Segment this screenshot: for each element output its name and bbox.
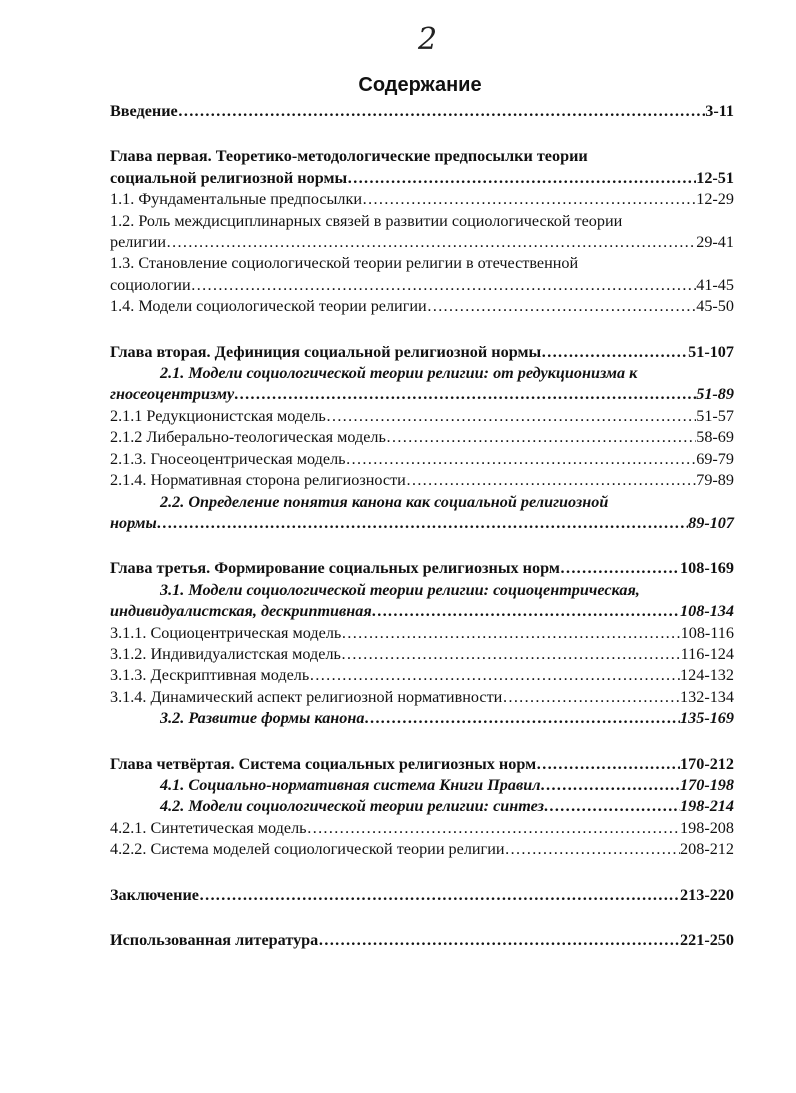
toc-entry-pages: 51-57 [696, 406, 734, 425]
dot-leader [386, 427, 696, 448]
toc-entry-title: нормы [110, 513, 157, 532]
dot-leader [341, 623, 680, 644]
dot-leader [505, 839, 681, 860]
toc-entry-pages: 198-208 [680, 818, 734, 837]
toc-entry-title: 4.2. Модели социологической теории религии: синтез [160, 797, 544, 816]
toc-entry-title: 3.1.1. Социоцентрическая модель [110, 623, 342, 642]
dot-leader [372, 601, 680, 622]
toc-entry [110, 885, 734, 906]
toc-entry-title-line: 3.1. Модели социологической теории религии: социоцентрическая, [160, 580, 640, 599]
toc-entry-title: религии [110, 233, 166, 252]
toc-entry [110, 708, 734, 729]
toc-entry-pages: 135-169 [680, 709, 734, 728]
toc-entry-title: 1.4. Модели социологической теории религии [110, 297, 427, 316]
dot-leader [536, 754, 680, 775]
toc-entry-pages: 213-220 [680, 885, 734, 904]
toc-entry [110, 775, 734, 796]
toc-entry-pages: 116-124 [680, 644, 734, 663]
toc-entry-title: 2.1.4. Нормативная сторона религиозности [110, 471, 406, 490]
toc-entry [110, 558, 734, 579]
dot-leader [502, 687, 680, 708]
dot-leader [560, 558, 680, 579]
toc-entry [110, 839, 734, 860]
section-gap [110, 861, 734, 885]
dot-leader [318, 930, 680, 951]
dot-leader [362, 189, 696, 210]
toc-entry-title: Глава вторая. Дефиниция социальной религиозной нормы [110, 342, 542, 361]
toc-entry-pages: 29-41 [696, 233, 734, 252]
toc-entry [110, 211, 734, 254]
toc-entry-pages: 45-50 [696, 297, 734, 316]
toc-entry [110, 665, 734, 686]
toc-entry-pages: 198-214 [680, 797, 734, 816]
toc-entry-pages: 58-69 [696, 428, 734, 447]
toc-entry-title: Введение [110, 102, 178, 120]
toc-entry-pages: 89-107 [688, 513, 734, 532]
toc-entry [110, 253, 734, 296]
toc-entry [110, 427, 734, 448]
toc-entry [110, 363, 734, 406]
toc-entry [110, 406, 734, 427]
toc-entry-pages: 51-107 [688, 342, 734, 361]
toc-entry-pages: 3-11 [705, 102, 734, 120]
toc-entry [110, 580, 734, 623]
toc-entry [110, 470, 734, 491]
toc-entry-pages: 41-45 [696, 275, 734, 294]
toc-entry [110, 754, 734, 775]
toc-entry [110, 342, 734, 363]
toc-entry-title: гносеоцентризму [110, 385, 235, 404]
toc-entry-title-line: 2.1. Модели социологической теории религии: от редукционизма к [160, 364, 638, 383]
dot-leader [347, 168, 696, 189]
toc-entry-title: 2.1.3. Гносеоцентрическая модель [110, 449, 346, 468]
toc-entry [110, 296, 734, 317]
toc-entry [110, 146, 734, 189]
dot-leader [541, 342, 688, 363]
toc-entry-title: 3.1.2. Индивидуалистская модель [110, 644, 341, 663]
toc-entry-title: Использованная литература [110, 931, 319, 949]
page-title: Содержание [358, 74, 482, 96]
toc-entry-title: 3.1.3. Дескриптивная модель [110, 666, 310, 685]
toc-entry-title-line: Глава первая. Теоретико-методологические предпосылки теории [110, 147, 588, 166]
toc-entry-title: 3.1.4. Динамический аспект религиозной нормативности [110, 687, 503, 706]
dot-leader [191, 275, 697, 296]
toc-entry-title: социальной религиозной нормы [110, 168, 348, 187]
dot-leader [346, 449, 697, 470]
toc-entry-pages: 12-51 [696, 168, 734, 187]
dot-leader [307, 818, 680, 839]
toc-entry-pages: 12-29 [696, 190, 734, 209]
toc-entry-title: 4.2.2. Система моделей социологической теории религии [110, 840, 505, 859]
toc-entry [110, 687, 734, 708]
toc-entry [110, 101, 734, 122]
toc-entry-title: 2.1.1 Редукционистская модель [110, 406, 326, 425]
dot-leader [427, 296, 697, 317]
dot-leader [309, 665, 680, 686]
toc-entry-pages: 108-134 [680, 602, 734, 621]
dot-leader [166, 232, 696, 253]
dot-leader [541, 775, 681, 796]
dot-leader [341, 644, 681, 665]
toc-entry-pages: 221-250 [680, 931, 734, 949]
dot-leader [234, 384, 696, 405]
toc-entry-pages: 69-79 [696, 449, 734, 468]
toc-entry-pages: 170-212 [680, 754, 734, 773]
toc-entry [110, 623, 734, 644]
toc-entry [110, 189, 734, 210]
section-gap [110, 318, 734, 342]
dot-leader [364, 708, 680, 729]
dot-leader [544, 796, 680, 817]
toc-entry [110, 492, 734, 535]
toc-entry-title-line: 1.2. Роль междисциплинарных связей в развитии социологической теории [110, 211, 623, 230]
toc-entry-title: 2.1.2 Либерально-теологическая модель [110, 428, 386, 447]
toc-entry-title-line: 2.2. Определение понятия канона как социальной религиозной [160, 492, 609, 511]
toc-entry-pages: 51-89 [696, 385, 734, 404]
toc-entry-title: Заключение [110, 885, 199, 904]
toc-entry-pages: 132-134 [680, 687, 734, 706]
toc-entry [110, 644, 734, 665]
toc-entry-title: 3.2. Развитие формы канона [160, 709, 365, 728]
toc-entry [110, 449, 734, 470]
dot-leader [178, 101, 705, 122]
toc-entry-pages: 170-198 [680, 775, 734, 794]
section-gap [110, 730, 734, 754]
toc-entry-title: 4.2.1. Синтетическая модель [110, 818, 307, 837]
dot-leader [199, 885, 680, 906]
toc-entry-pages: 108-169 [680, 559, 734, 578]
dot-leader [406, 470, 696, 491]
table-of-contents [110, 101, 734, 951]
toc-entry [110, 818, 734, 839]
section-gap [110, 122, 734, 146]
toc-entry [110, 796, 734, 817]
dot-leader [326, 406, 696, 427]
toc-entry-title: Глава третья. Формирование социальных религиозных норм [110, 559, 560, 578]
toc-entry-pages: 108-116 [680, 623, 734, 642]
toc-entry-pages: 124-132 [680, 666, 734, 685]
section-gap [110, 534, 734, 558]
toc-entry-title: социологии [110, 275, 191, 294]
toc-entry-pages: 79-89 [696, 471, 734, 490]
dot-leader [157, 513, 688, 534]
section-gap [110, 906, 734, 930]
toc-entry-pages: 208-212 [680, 840, 734, 859]
toc-entry-title: 4.1. Социально-нормативная система Книги Правил [160, 775, 541, 794]
toc-entry-title: Глава четвёртая. Система социальных религиозных норм [110, 754, 537, 773]
toc-entry-title: 1.1. Фундаментальные предпосылки [110, 190, 363, 209]
toc-entry-title: индивидуалистская, дескриптивная [110, 602, 372, 621]
toc-entry [110, 930, 734, 951]
toc-entry-title-line: 1.3. Становление социологической теории религии в отечественной [110, 254, 579, 273]
handwritten-page-number: 2 [418, 22, 438, 57]
